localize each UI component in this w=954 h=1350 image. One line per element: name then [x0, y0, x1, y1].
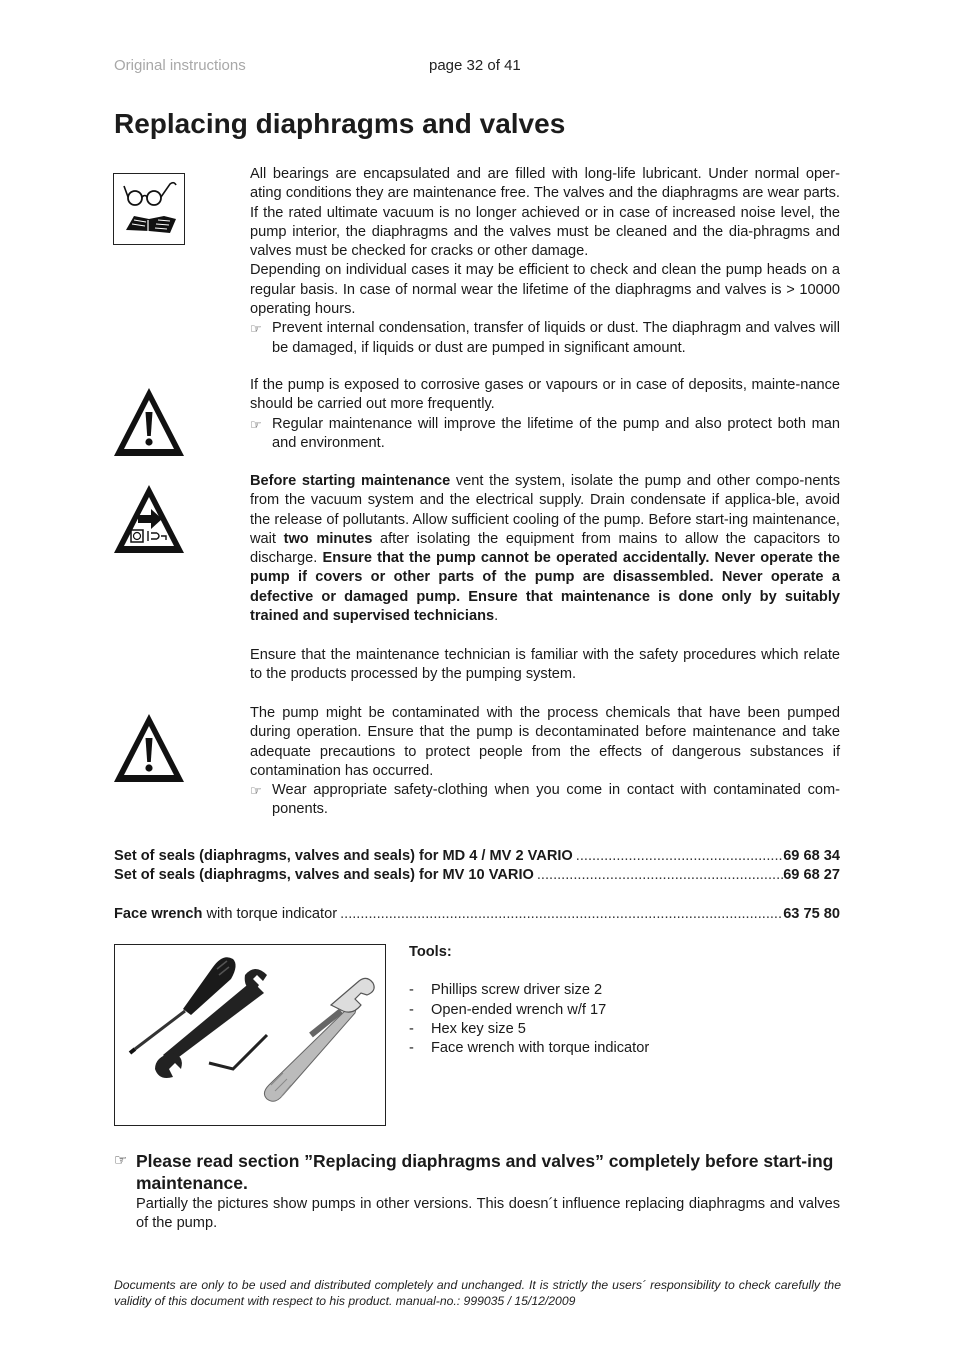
tool-name: Phillips screw driver size 2 [431, 982, 603, 999]
text: . [494, 608, 499, 625]
paragraph: Ensure that the maintenance technician is familiar with the safety procedures which relate to the products processed by the pumping system. [250, 647, 840, 683]
paragraph: Depending on individual cases it may be efficient to check and clean the pump heads on a regular basis. In case of normal wear the lifetime of the diaphragms and valves is > 10000 operating hours. [250, 262, 840, 318]
bullet-text: Wear appropriate safety-clothing when you come in contact with contaminated com-ponents. [272, 782, 840, 818]
note-text: Partially the pictures show pumps in other versions. This doesn´t influence replacing diaphragms and valves of the pump. [136, 1196, 840, 1232]
note-heading: Please read section ”Replacing diaphragms and valves” completely before start-ing maintenance. [136, 1151, 834, 1193]
part-number: 69 68 34 [783, 848, 840, 864]
dash: - [409, 1001, 414, 1018]
tool-name: Face wrench with torque indicator [431, 1040, 650, 1057]
bold-text: two minutes [283, 530, 373, 547]
pointing-hand-icon: ☞ [114, 1152, 128, 1169]
leader-dots [337, 905, 783, 924]
parts-row [114, 847, 840, 866]
bullet-text: Prevent internal condensation, transfer of liquids or dust. The diaphragm and valves will be damaged, if liquids or dust are pumped in significant amount. [272, 320, 840, 356]
tool-name: Hex key size 5 [431, 1020, 526, 1037]
paragraph: The pump might be contaminated with the process chemicals that have been pumped during operation. Ensure that the pump is decontaminated before maintenance and take adequate precautions to protect people from the effects of dangerous substances if contamination has occurred. [250, 705, 840, 779]
parts-row [114, 866, 840, 885]
pointing-hand-icon: ☞ [250, 416, 262, 432]
warning-triangle-icon [111, 710, 187, 786]
parts-row [114, 905, 840, 924]
header-document-type: Original instructions [114, 57, 246, 74]
section-before-maintenance [250, 472, 840, 626]
read-section-note [114, 1150, 840, 1234]
footer-disclaimer: Documents are only to be used and distributed completely and unchanged. It is strictly the users´ responsibility to check carefully the validity of this document with respect to his product. manual-no.: 999035 / 15/12/2009 [114, 1278, 841, 1308]
section-maintenance-intro [250, 165, 840, 358]
page-title: Replacing diaphragms and valves [114, 108, 566, 139]
list-item [409, 1001, 649, 1020]
list-item [409, 1020, 649, 1039]
bold-text: Ensure that the pump cannot be operated accidentally. Never operate the pump if covers or other parts of the pump are disassembled. Never operate a defective or damaged pump. Ensure that maintenance is done only by suitably trained and supervised technicians [250, 550, 840, 625]
pointing-hand-icon: ☞ [250, 321, 262, 337]
list-item [409, 1039, 649, 1058]
part-label: Set of seals (diaphragms, valves and seals) for MV 10 VARIO [114, 867, 534, 884]
bullet-item [250, 781, 840, 820]
bullet-item [250, 319, 840, 358]
dash: - [409, 982, 414, 999]
disconnect-mains-warning-icon [111, 481, 187, 557]
paragraph [250, 472, 840, 626]
hex-key-icon [209, 1035, 267, 1069]
part-label-rest: with torque indicator [202, 905, 338, 922]
dash: - [409, 1040, 414, 1057]
dash: - [409, 1020, 414, 1037]
pointing-hand-icon: ☞ [250, 783, 262, 799]
text: vent the system, isolate the pump and other compo-nents from the vacuum system and the electrical supply. Drain condensate if applica-ble, avoid the release of pollutants. Allow sufficient cooling of the pump. Before start-ing maintenance, wait [250, 473, 840, 547]
text: after isolating the equipment from mains to allow the capacitors to discharge. [250, 530, 840, 567]
tools-list [409, 943, 649, 1058]
bullet-text: Regular maintenance will improve the lifetime of the pump and also protect both man and environment. [272, 415, 840, 451]
tools-illustration [114, 944, 386, 1126]
part-label: Set of seals (diaphragms, valves and seals) for MD 4 / MV 2 VARIO [114, 848, 573, 864]
part-label: Face wrench [114, 905, 203, 922]
list-item [409, 981, 649, 1000]
section-corrosive-gases [250, 376, 840, 453]
section-technician [250, 646, 840, 685]
parts-list [114, 847, 840, 924]
face-wrench-icon [264, 978, 374, 1101]
read-manual-icon [113, 173, 185, 245]
section-contamination [250, 704, 840, 820]
tool-name: Open-ended wrench w/f 17 [431, 1001, 607, 1018]
leader-dots [534, 866, 783, 885]
paragraph: If the pump is exposed to corrosive gases or vapours or in case of deposits, mainte-nance should be carried out more frequently. [250, 377, 840, 413]
warning-triangle-icon [111, 384, 187, 460]
bold-text: Before starting maintenance [250, 473, 451, 489]
leader-dots [573, 847, 783, 866]
part-number: 69 68 27 [783, 867, 840, 884]
tools-heading: Tools: [409, 944, 452, 960]
bullet-item [250, 415, 840, 454]
part-number: 63 75 80 [783, 905, 840, 922]
page-number: page 32 of 41 [429, 57, 521, 74]
paragraph: All bearings are encapsulated and are filled with long-life lubricant. Under normal oper-ating conditions they are maintenance free. The valves and the diaphragms are wear parts. If the rated ultimate vacuum is no longer achieved or in case of increased noise level, the pump interior, the diaphragms and the valves must be cleaned and the dia-phragms and valves must be checked for cracks or other damage. [250, 166, 840, 260]
